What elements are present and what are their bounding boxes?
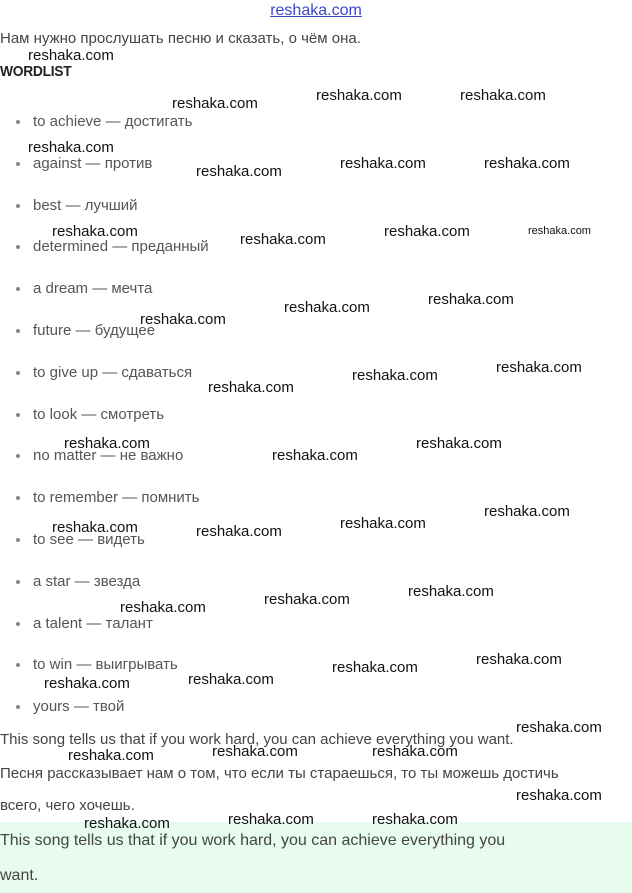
watermark: reshaka.com (340, 155, 426, 172)
watermark: reshaka.com (332, 659, 418, 676)
watermark: reshaka.com (188, 671, 274, 688)
list-item: to see — видеть (0, 522, 209, 564)
bullet-icon (16, 538, 20, 542)
watermark: reshaka.com (528, 225, 591, 237)
watermark: reshaka.com (240, 231, 326, 248)
list-item: best — лучший (0, 188, 209, 230)
bullet-icon (16, 580, 20, 584)
bullet-icon (16, 454, 20, 458)
task-intro: Нам нужно прослушать песню и сказать, о чём она. (0, 30, 361, 47)
summary-russian-line-2: всего, чего хочешь. (0, 797, 135, 814)
watermark: reshaka.com (44, 675, 130, 692)
bullet-icon (16, 245, 20, 249)
bullet-icon (16, 120, 20, 124)
list-item: to achieve — достигать (0, 104, 209, 146)
watermark: reshaka.com (68, 747, 154, 764)
watermark: reshaka.com (172, 95, 258, 112)
watermark: reshaka.com (28, 139, 114, 156)
watermark: reshaka.com (52, 223, 138, 240)
watermark: reshaka.com (84, 815, 170, 832)
list-item: to win — выигрывать (0, 647, 209, 689)
list-item: future — будущее (0, 313, 209, 355)
watermark: reshaka.com (428, 291, 514, 308)
list-item: a talent — талант (0, 606, 209, 648)
watermark: reshaka.com (264, 591, 350, 608)
list-item: a star — звезда (0, 564, 209, 606)
watermark: reshaka.com (484, 503, 570, 520)
watermark: reshaka.com (496, 359, 582, 376)
watermark: reshaka.com (272, 447, 358, 464)
list-item: against — против (0, 146, 209, 188)
watermark: reshaka.com (28, 47, 114, 64)
list-item: a dream — мечта (0, 271, 209, 313)
watermark: reshaka.com (140, 311, 226, 328)
watermark: reshaka.com (416, 435, 502, 452)
watermark: reshaka.com (64, 435, 150, 452)
bullet-icon (16, 371, 20, 375)
bullet-icon (16, 705, 20, 709)
watermark: reshaka.com (372, 743, 458, 760)
answer-line-2: want. (0, 867, 39, 884)
watermark: reshaka.com (208, 379, 294, 396)
bullet-icon (16, 204, 20, 208)
summary-english: This song tells us that if you work hard, you can achieve everything you want. (0, 731, 514, 748)
watermark: reshaka.com (316, 87, 402, 104)
watermark: reshaka.com (120, 599, 206, 616)
word-list (0, 104, 209, 731)
site-link[interactable]: reshaka.com (270, 2, 362, 19)
wordlist-heading: WORDLIST (0, 63, 72, 80)
watermark: reshaka.com (476, 651, 562, 668)
watermark: reshaka.com (372, 811, 458, 828)
answer-line-1: This song tells us that if you work hard, you can achieve everything you (0, 832, 506, 849)
watermark: reshaka.com (196, 163, 282, 180)
bullet-icon (16, 162, 20, 166)
watermark: reshaka.com (516, 787, 602, 804)
bullet-icon (16, 663, 20, 667)
watermark: reshaka.com (352, 367, 438, 384)
bullet-icon (16, 413, 20, 417)
watermark: reshaka.com (340, 515, 426, 532)
watermark: reshaka.com (408, 583, 494, 600)
bullet-icon (16, 329, 20, 333)
watermark: reshaka.com (460, 87, 546, 104)
watermark: reshaka.com (516, 719, 602, 736)
bullet-icon (16, 496, 20, 500)
list-item: to remember — помнить (0, 480, 209, 522)
watermark: reshaka.com (196, 523, 282, 540)
watermark: reshaka.com (484, 155, 570, 172)
list-item: determined — преданный (0, 229, 209, 271)
watermark: reshaka.com (228, 811, 314, 828)
answer-box (0, 822, 632, 893)
list-item: to look — смотреть (0, 397, 209, 439)
summary-russian-line-1: Песня рассказывает нам о том, что если ты стараешься, то ты можешь достичь (0, 765, 559, 782)
watermark: reshaka.com (284, 299, 370, 316)
watermark: reshaka.com (384, 223, 470, 240)
bullet-icon (16, 287, 20, 291)
watermark: reshaka.com (212, 743, 298, 760)
bullet-icon (16, 622, 20, 626)
list-item: no matter — не важно (0, 438, 209, 480)
list-item: yours — твой (0, 689, 209, 731)
watermark: reshaka.com (52, 519, 138, 536)
list-item: to give up — сдаваться (0, 355, 209, 397)
